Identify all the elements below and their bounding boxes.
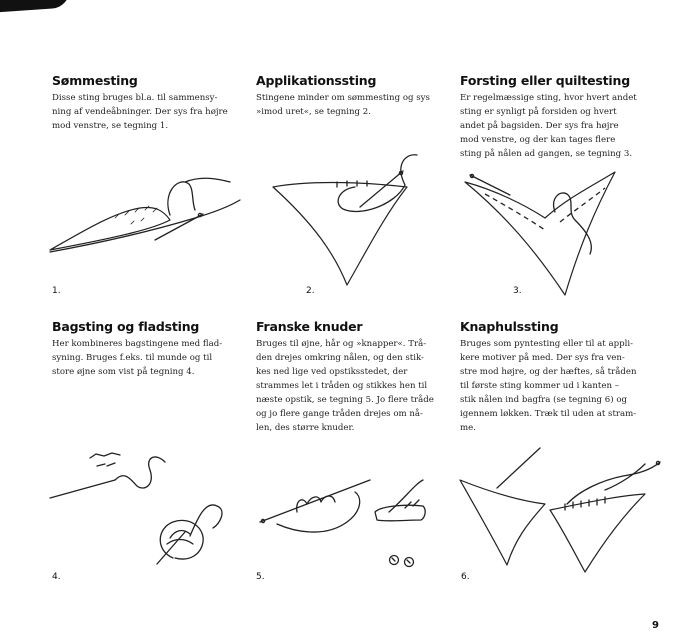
figure-6 [455, 440, 675, 575]
section-title: Applikationssting [256, 73, 377, 88]
fabric-icon [460, 480, 545, 565]
figure-2 [255, 145, 430, 290]
section-title: Sømmesting [52, 73, 138, 88]
figure-number: 3. [513, 286, 522, 296]
section-text: Bruges som pyntesting eller til at appli- kere motiver på med. Der sys fra ven- stre mod højre, og der hæftes, så tråden til første sting kommer ud i kanten – stik nålen ind bagfra (se tegning 6) og igennem løkken. Træk til uden at stram- me. [460, 339, 637, 433]
figure-number: 2. [306, 286, 315, 296]
section-title: Bagsting og fladsting [52, 319, 200, 334]
figure-number: 4. [52, 572, 61, 582]
section-text: Her kombineres bagstingene med flad- syning. Bruges f.eks. til munde og til store øjne som vist på tegning 4. [52, 339, 223, 377]
figure-3 [455, 150, 625, 300]
section-text: Disse sting bruges bl.a. til sammensy- ning af vendeåbninger. Der sys fra højre mod venstre, se tegning 1. [52, 93, 228, 131]
section-soemmesting [52, 73, 252, 133]
section-text: Bruges til øjne, hår og »knapper«. Trå- den drejes omkring nålen, og den stik- kes ned lige ved opstiksstedet, der strammes let i tråden og stikkes hen til næste opstik, se tegning 5. Jo flere tråde og jo flere gange tråden drejes om nå- len, des større knuder. [256, 339, 434, 433]
section-title: Franske knuder [256, 319, 363, 334]
figure-number: 1. [52, 286, 61, 296]
fabric-icon [50, 208, 170, 251]
figure-4 [45, 440, 245, 570]
needle-icon [497, 448, 540, 488]
corner-decoration [0, 0, 71, 13]
section-text: Er regelmæssige sting, hvor hvert andet sting er synligt på forsiden og hvert andet på bagsiden. Der sys fra højre mod venstre, og der kan tages flere sting på nålen ad gangen, se tegning 3. [460, 93, 637, 159]
section-franske-knuder [256, 319, 456, 435]
section-text: Stingene minder om sømmesting og sys »imod uret«, se tegning 2. [256, 93, 430, 117]
section-applikationssting [256, 73, 456, 119]
figure-1 [45, 170, 245, 270]
section-title: Forsting eller quiltesting [460, 73, 630, 88]
needle-icon [50, 480, 115, 498]
section-title: Knaphulssting [460, 319, 559, 334]
page-number: 9 [652, 620, 659, 631]
section-knaphulssting [460, 319, 660, 435]
figure-5 [255, 450, 440, 575]
section-forsting [460, 73, 660, 161]
fabric-icon [465, 172, 615, 295]
thread-icon [115, 457, 165, 488]
section-bagsting [52, 319, 252, 379]
figure-number: 6. [461, 572, 470, 582]
fabric-icon [273, 183, 407, 286]
figure-number: 5. [256, 572, 265, 582]
